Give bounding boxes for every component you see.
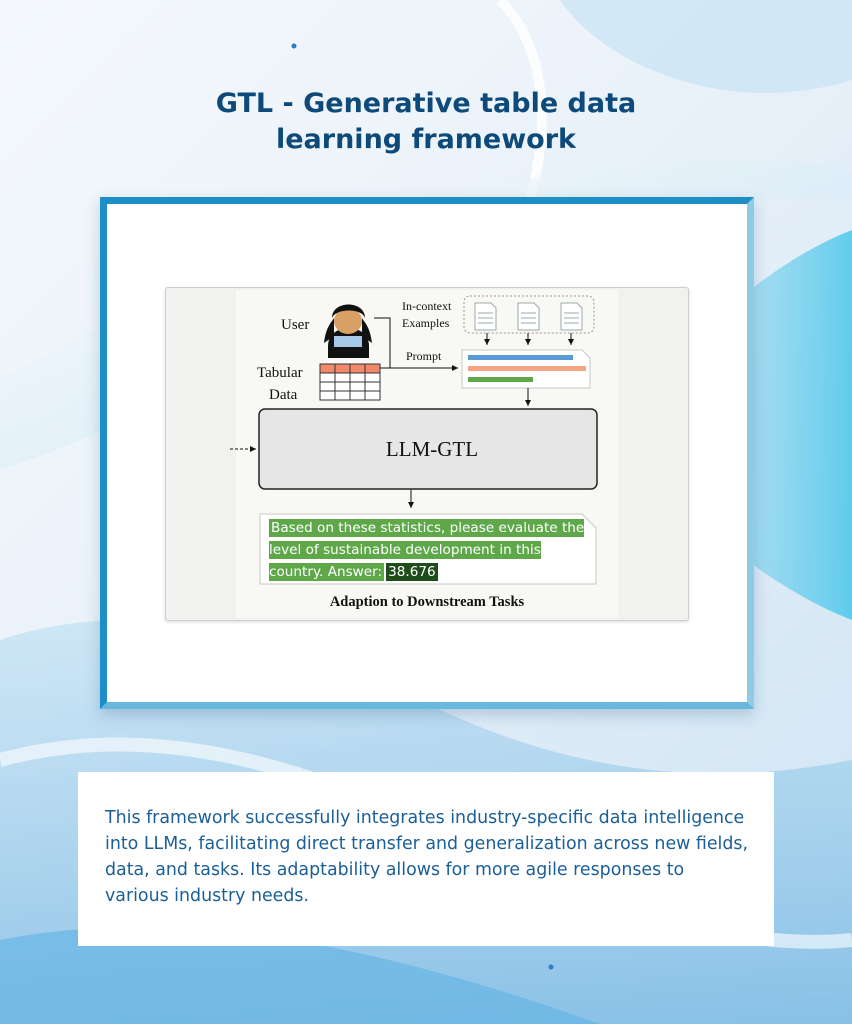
description-text: This framework successfully integrates industry-specific data intelligence into LLMs, facilitating direct transfer and generalization across new fields, data, and tasks. Its adaptability allows for more agile responses to various industry needs. <box>105 808 749 906</box>
incontext-label-line1: In-context <box>402 299 452 313</box>
prompt-label: Prompt <box>406 349 442 363</box>
answer-text <box>269 517 599 583</box>
prompt-bar-2 <box>468 366 586 371</box>
page-title <box>0 86 852 158</box>
answer-prompt-text: Based on these statistics, please evaluate the level of sustainable development in this country. Answer: <box>269 520 585 580</box>
model-label: LLM-GTL <box>385 437 479 461</box>
prompt-bar-1 <box>468 355 573 360</box>
diagram-caption: Adaption to Downstream Tasks <box>329 594 525 610</box>
example-document-icon <box>475 303 496 330</box>
gtl-framework-diagram <box>165 287 689 621</box>
title-line-1: GTL - Generative table data <box>215 88 637 119</box>
example-document-icon <box>561 303 582 330</box>
prompt-document <box>462 350 590 388</box>
user-label: User <box>281 317 310 333</box>
prompt-bar-3 <box>468 377 533 382</box>
tabular-label-line1: Tabular <box>257 365 303 381</box>
description-card <box>78 772 774 946</box>
tabular-label-line2: Data <box>269 387 298 403</box>
answer-value: 38.676 <box>388 564 436 580</box>
table-icon <box>320 364 380 400</box>
example-document-icon <box>518 303 539 330</box>
title-line-2: learning framework <box>275 124 577 155</box>
incontext-label-line2: Examples <box>402 316 450 330</box>
